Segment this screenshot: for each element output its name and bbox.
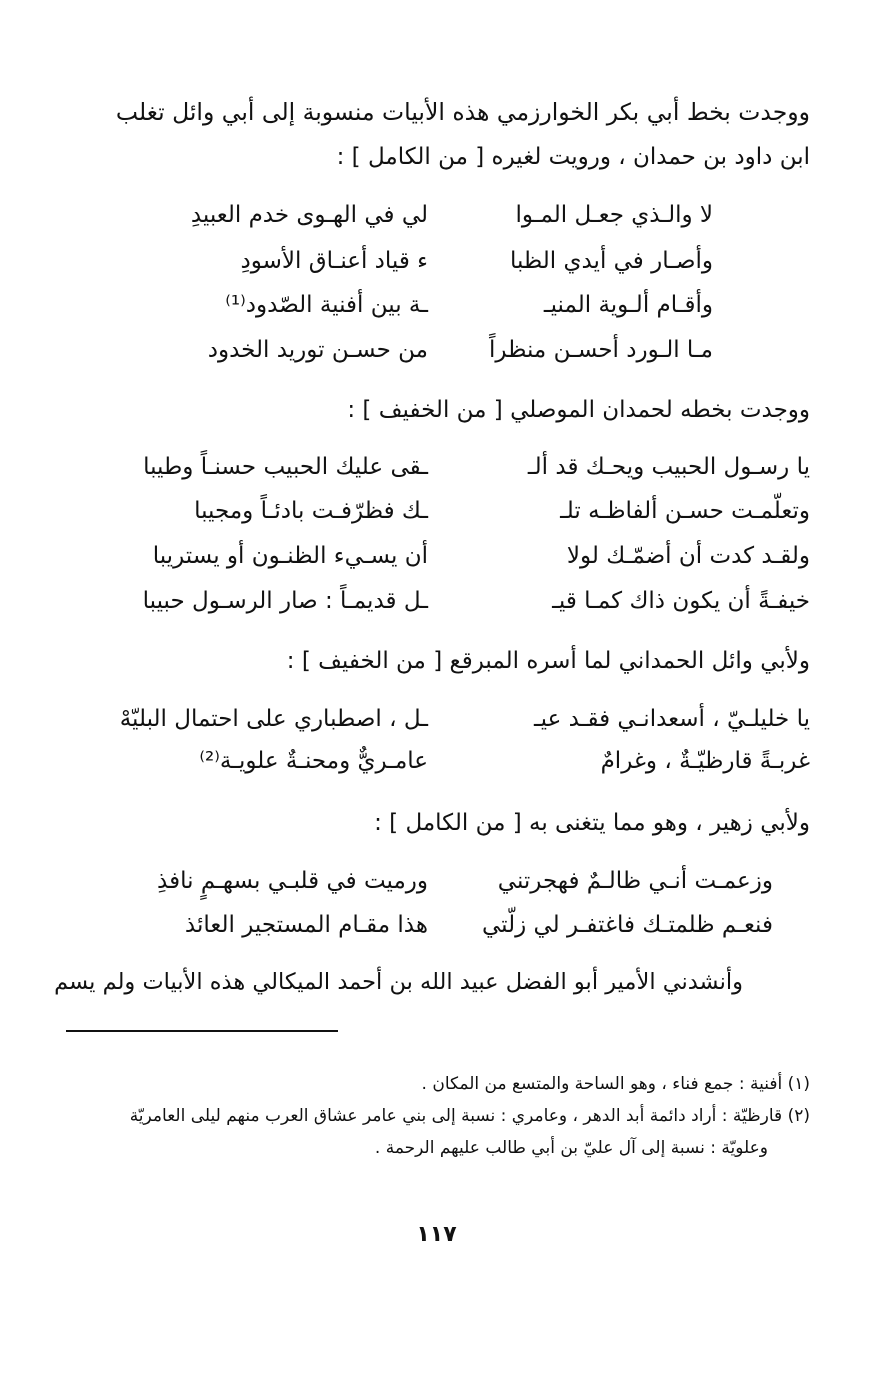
verse-first-hemistich: وأقـام ألـوية المنيـ [543,292,713,318]
footnote: (١) أفنية : جمع فناء ، وهو الساحة والمتسع من المكان . [421,1074,810,1094]
footnote-separator [66,1030,338,1032]
verse-first-hemistich: وزعمـت أنـي ظالـمٌ فهجرتني [497,868,773,894]
verse-first-hemistich: مـا الـورد أحسـن منظراً [489,337,713,363]
verse-first-hemistich: وأصـار في أيدي الظبا [509,248,713,274]
verse-first-hemistich: لا والـذي جعـل المـوا [515,202,713,228]
verse-first-hemistich: غربـةً قارظيّـةٌ ، وغرامٌ [600,748,810,774]
verse-second-hemistich: ء قياد أعنـاق الأسودِ [240,248,428,274]
verse-second-hemistich: أن يسـيء الظنـون أو يستريبا [152,543,428,569]
prose-line: ولأبي زهير ، وهو مما يتغنى به [ من الكامل ] : [374,810,810,836]
footnote-continuation: وعلويّة : نسبة إلى آل عليّ بن أبي طالب عليهم الرحمة . [374,1138,768,1158]
prose-line: ووجدت بخط أبي بكر الخوارزمي هذه الأبيات منسوبة إلى أبي وائل تغلب [115,98,810,126]
verse-second-hemistich: عامـريٌّ ومحنـةٌ علويـة⁽²⁾ [199,748,428,774]
verse-second-hemistich: من حسـن توريد الخدود [207,337,428,363]
verse-second-hemistich: ـل قديمـاً : صار الرسـول حبيبا [142,588,428,614]
prose-line: ولأبي وائل الحمداني لما أسره المبرقع [ من الخفيف ] : [286,648,810,674]
verse-second-hemistich: ـة بين أفنية الصّدود⁽¹⁾ [225,292,428,318]
prose-line: وأنشدني الأمير أبو الفضل عبيد الله بن أحمد الميكالي هذه الأبيات ولم يسم [54,969,743,995]
verse-second-hemistich: ـقى عليك الحبيب حسنـاً وطيبا [143,454,428,480]
verse-second-hemistich: ورميت في قلبـي بسهـمٍ نافذِ [157,868,428,894]
verse-first-hemistich: وتعلّمـت حسـن ألفاظـه تلـ [560,498,810,524]
verse-second-hemistich: ـك فظرّفـت بادئـاً ومجيبا [194,498,428,524]
page-number: ١١٧ [416,1222,457,1247]
verse-second-hemistich: لي في الهـوى خدم العبيدِ [190,202,428,228]
verse-first-hemistich: ولقـد كدت أن أضمّـك لولا [566,543,810,569]
verse-first-hemistich: يا رسـول الحبيب ويحـك قد ألـ [527,454,810,480]
verse-second-hemistich: هذا مقـام المستجير العائذ [184,912,428,938]
verse-first-hemistich: فنعـم ظلمتـك فاغتفـر لي زلّتي [481,912,773,938]
verse-first-hemistich: يا خليلـيّ ، أسعدانـي فقـد عيـ [533,706,810,732]
prose-line: ابن داود بن حمدان ، ورويت لغيره [ من الكامل ] : [336,144,810,170]
verse-second-hemistich: ـل ، اصطباري على احتمال البليّهْ [119,706,428,732]
prose-line: ووجدت بخطه لحمدان الموصلي [ من الخفيف ] : [347,397,810,423]
verse-first-hemistich: خيفـةً أن يكون ذاك كمـا قيـ [552,588,810,614]
footnote: (٢) قارظيّة : أراد دائمة أبد الدهر ، وعامري : نسبة إلى بني عامر عشاق العرب منهم ليلى العامريّة [129,1106,810,1126]
